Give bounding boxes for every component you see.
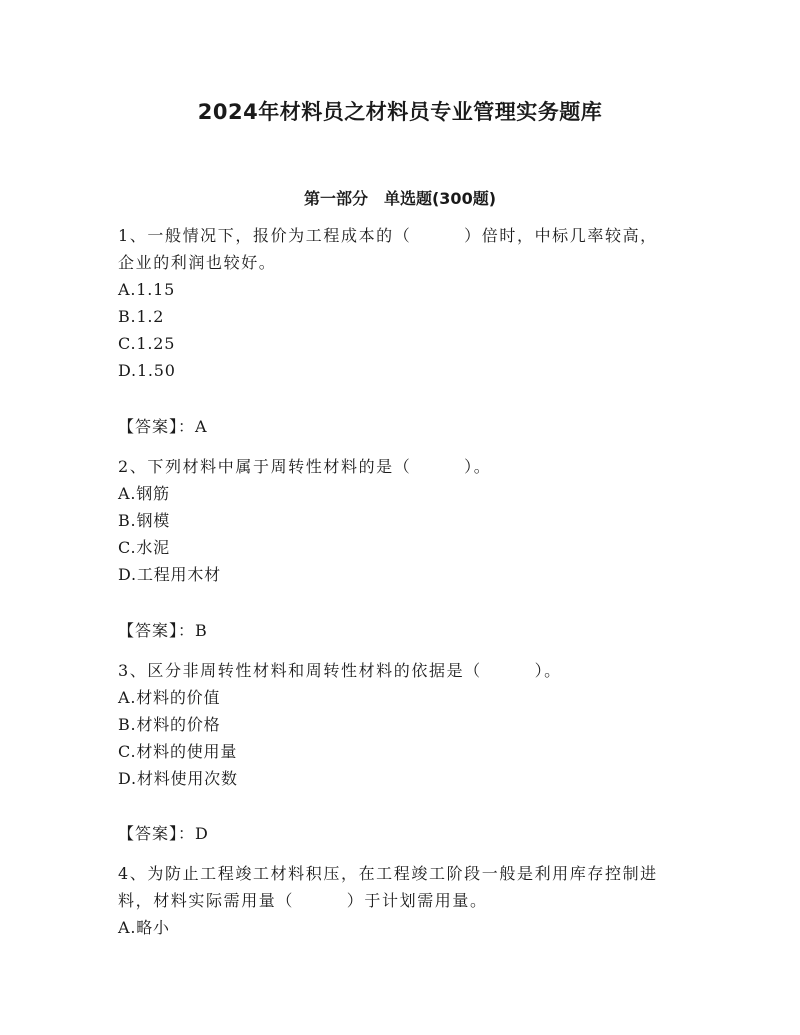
answer-2: 【答案】：B (118, 621, 208, 640)
option-c: C.材料的使用量 (118, 742, 238, 761)
question-stem-line: 1、一般情况下，报价为工程成本的（ ）倍时，中标几率较高， (118, 226, 658, 245)
question-stem-line: 3、区分非周转性材料和周转性材料的依据是（ ）。 (118, 661, 562, 680)
option-a: A.材料的价值 (118, 688, 221, 707)
option-d: D.材料使用次数 (118, 769, 238, 788)
question-stem-line: 2、下列材料中属于周转性材料的是（ ）。 (118, 457, 492, 476)
question-2 (118, 453, 698, 588)
question-1 (118, 222, 698, 384)
option-b: B.1.2 (118, 307, 165, 326)
section-title: 第一部分 单选题(300题) (303, 189, 497, 208)
option-d: D.1.50 (118, 361, 176, 380)
option-c: C.水泥 (118, 538, 170, 557)
answer-1: 【答案】：A (118, 417, 208, 436)
option-d: D.工程用木材 (118, 565, 221, 584)
document-title: 2024年材料员之材料员专业管理实务题库 (197, 100, 603, 124)
answer-3: 【答案】：D (118, 824, 209, 843)
option-a: A.1.15 (118, 280, 176, 299)
question-stem-line: 料，材料实际需用量（ ）于计划需用量。 (118, 891, 488, 910)
option-b: B.材料的价格 (118, 715, 221, 734)
question-stem-line: 4、为防止工程竣工材料积压，在工程竣工阶段一般是利用库存控制进 (118, 864, 658, 883)
option-b: B.钢模 (118, 511, 171, 530)
question-stem-line: 企业的利润也较好。 (118, 253, 277, 272)
question-3 (118, 657, 698, 792)
option-c: C.1.25 (118, 334, 176, 353)
question-4 (118, 860, 698, 941)
option-a: A.钢筋 (118, 484, 170, 503)
option-a: A.略小 (118, 918, 170, 937)
